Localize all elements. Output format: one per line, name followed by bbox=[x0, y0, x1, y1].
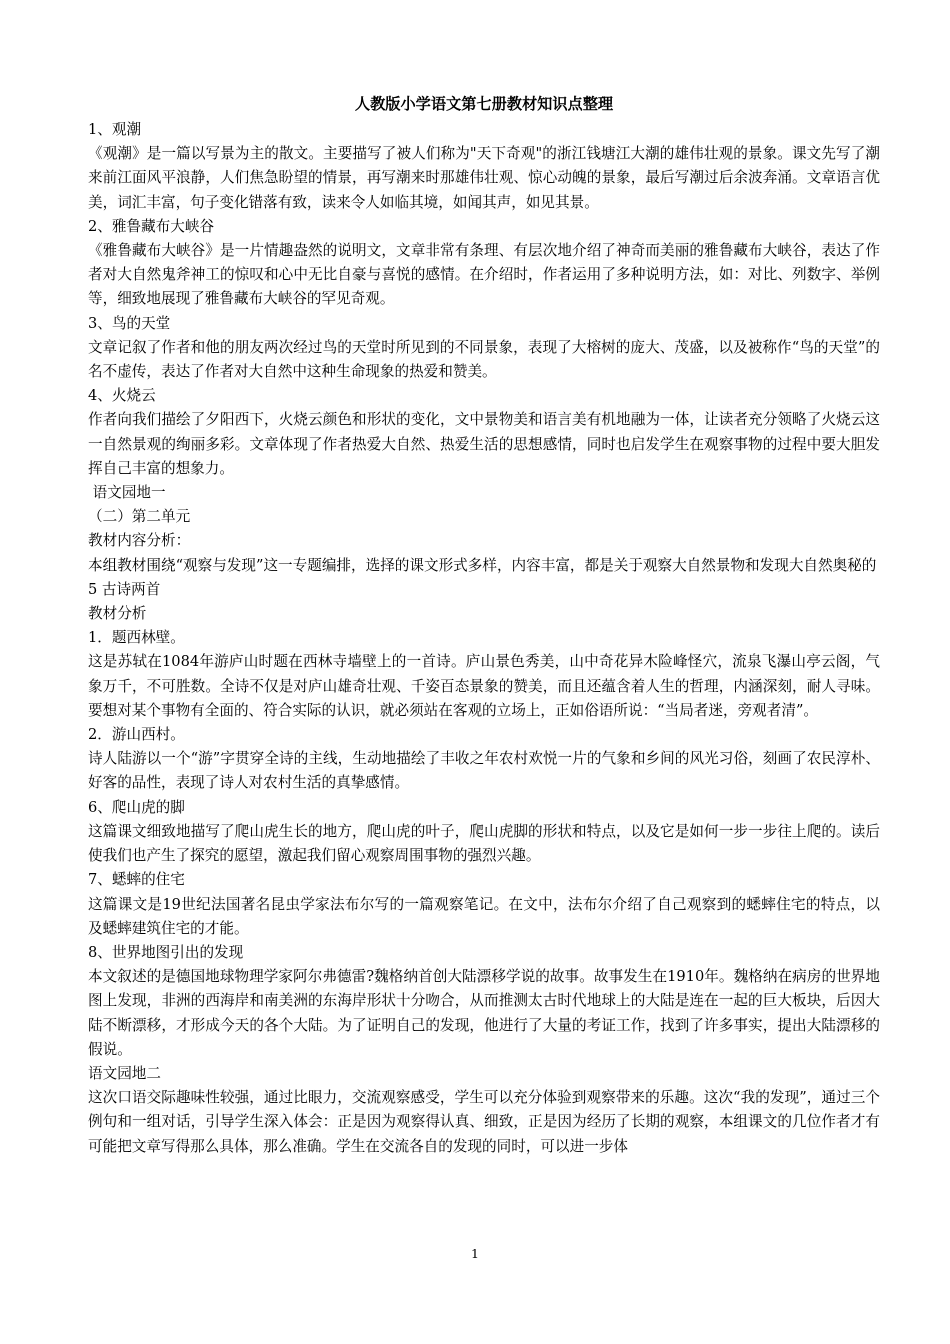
paragraph: 作者向我们描绘了夕阳西下，火烧云颜色和形状的变化，文中景物美和语言美有机地融为一体，让读者充分领略了火烧云这一自然景观的绚丽多彩。文章体现了作者热爱大自然、热爱生活的思想感情，同时也启发学生在观察事物的过程中要大胆发挥自己丰富的想象力。 bbox=[88, 411, 880, 477]
page-number: 1 bbox=[471, 1246, 479, 1261]
paragraph: 《观潮》是一篇以写景为主的散文。主要描写了被人们称为"天下奇观"的浙江钱塘江大潮的雄伟壮观的景象。课文先写了潮来前江面风平浪静，人们焦急盼望的情景，再写潮来时那雄伟壮观、惊心动魄的景象，最后写潮过后余波奔涌。文章语言优美，词汇丰富，句子变化错落有致，读来令人如临其境，如闻其声，如见其景。 bbox=[88, 145, 880, 211]
paragraph: 这篇课文细致地描写了爬山虎生长的地方，爬山虎的叶子，爬山虎脚的形状和特点，以及它是如何一步一步往上爬的。读后使我们也产生了探究的愿望，激起我们留心观察周围事物的强烈兴趣。 bbox=[88, 822, 880, 865]
section-heading: 语文园地一 bbox=[88, 484, 166, 502]
section-heading: 2．游山西村。 bbox=[88, 726, 185, 744]
section-heading: 7、蟋蟀的住宅 bbox=[88, 871, 185, 889]
paragraph: 《雅鲁藏布大峡谷》是一片情趣盎然的说明文，文章非常有条理、有层次地介绍了神奇而美丽的雅鲁藏布大峡谷，表达了作者对大自然鬼斧神工的惊叹和心中无比自豪与喜悦的感情。在介绍时，作者运用了多种说明方法，如：对比、列数字、举例等，细致地展现了雅鲁藏布大峡谷的罕见奇观。 bbox=[88, 242, 880, 308]
section-heading: 8、世界地图引出的发现 bbox=[88, 943, 244, 961]
section-heading: 2、雅鲁藏布大峡谷 bbox=[88, 217, 215, 235]
section-heading: 语文园地二 bbox=[88, 1064, 161, 1082]
section-heading: 1、观潮 bbox=[88, 121, 142, 138]
paragraph: 文章记叙了作者和他的朋友两次经过鸟的天堂时所见到的不同景象，表现了大榕树的庞大、茂盛，以及被称作“鸟的天堂”的名不虚传，表达了作者对大自然中这种生命现象的热爱和赞美。 bbox=[88, 338, 880, 381]
paragraph: 本文叙述的是德国地球物理学家阿尔弗德雷?魏格纳首创大陆漂移学说的故事。故事发生在1910年。魏格纳在病房的世界地图上发现，非洲的西海岸和南美洲的东海岸形状十分吻合，从而推测太古时代地球上的大陆是连在一起的巨大板块，后因大陆不断漂移，才形成今天的各个大陆。为了证明自己的发现，他进行了大量的考证工作，找到了许多事实，提出大陆漂移的假说。 bbox=[88, 968, 880, 1058]
paragraph: 这篇课文是19世纪法国著名昆虫学家法布尔写的一篇观察笔记。在文中，法布尔介绍了自己观察到的蟋蟀住宅的特点，以及蟋蟀建筑住宅的才能。 bbox=[88, 895, 880, 937]
document-body bbox=[88, 92, 880, 1159]
section-heading: 4、火烧云 bbox=[88, 387, 156, 405]
section-heading: 教材内容分析： bbox=[88, 532, 191, 550]
paragraph: 这次口语交际趣味性较强，通过比眼力，交流观察感受，学生可以充分体验到观察带来的乐趣。这次“我的发现”，通过三个例句和一组对话，引导学生深入体会：正是因为观察得认真、细致，正是因为经历了长期的观察，本组课文的几位作者才有可能把文章写得那么具体，那么准确。学生在交流各自的发现的同时，可以进一步体 bbox=[88, 1089, 880, 1155]
section-heading: 1．题西林壁。 bbox=[88, 629, 185, 647]
section-heading: （二）第二单元 bbox=[88, 508, 191, 526]
document-title: 人教版小学语文第七册教材知识点整理 bbox=[354, 95, 614, 113]
paragraph: 这是苏轼在1084年游庐山时题在西林寺墙壁上的一首诗。庐山景色秀美，山中奇花异木险峰怪穴，流泉飞瀑山亭云阁，气象万千，不可胜数。全诗不仅是对庐山雄奇壮观、千姿百态景象的赞美，而且还蕴含着人生的哲理，内涵深刻，耐人寻味。要想对某个事物有全面的、符合实际的认识，就必须站在客观的立场上，正如俗语所说：“当局者迷，旁观者清”。 bbox=[88, 653, 880, 719]
section-heading: 6、爬山虎的脚 bbox=[88, 798, 185, 816]
section-heading: 3、鸟的天堂 bbox=[88, 314, 171, 332]
paragraph: 诗人陆游以一个“游”字贯穿全诗的主线，生动地描绘了丰收之年农村欢悦一片的气象和乡间的风光习俗，刻画了农民淳朴、好客的品性，表现了诗人对农村生活的真挚感情。 bbox=[88, 750, 880, 792]
paragraph: 本组教材围绕“观察与发现”这一专题编排，选择的课文形式多样，内容丰富，都是关于观察大自然景物和发现大自然奥秘的 bbox=[88, 556, 877, 574]
section-heading: 教材分析 bbox=[88, 605, 147, 623]
section-heading: 5 古诗两首 bbox=[88, 580, 161, 598]
